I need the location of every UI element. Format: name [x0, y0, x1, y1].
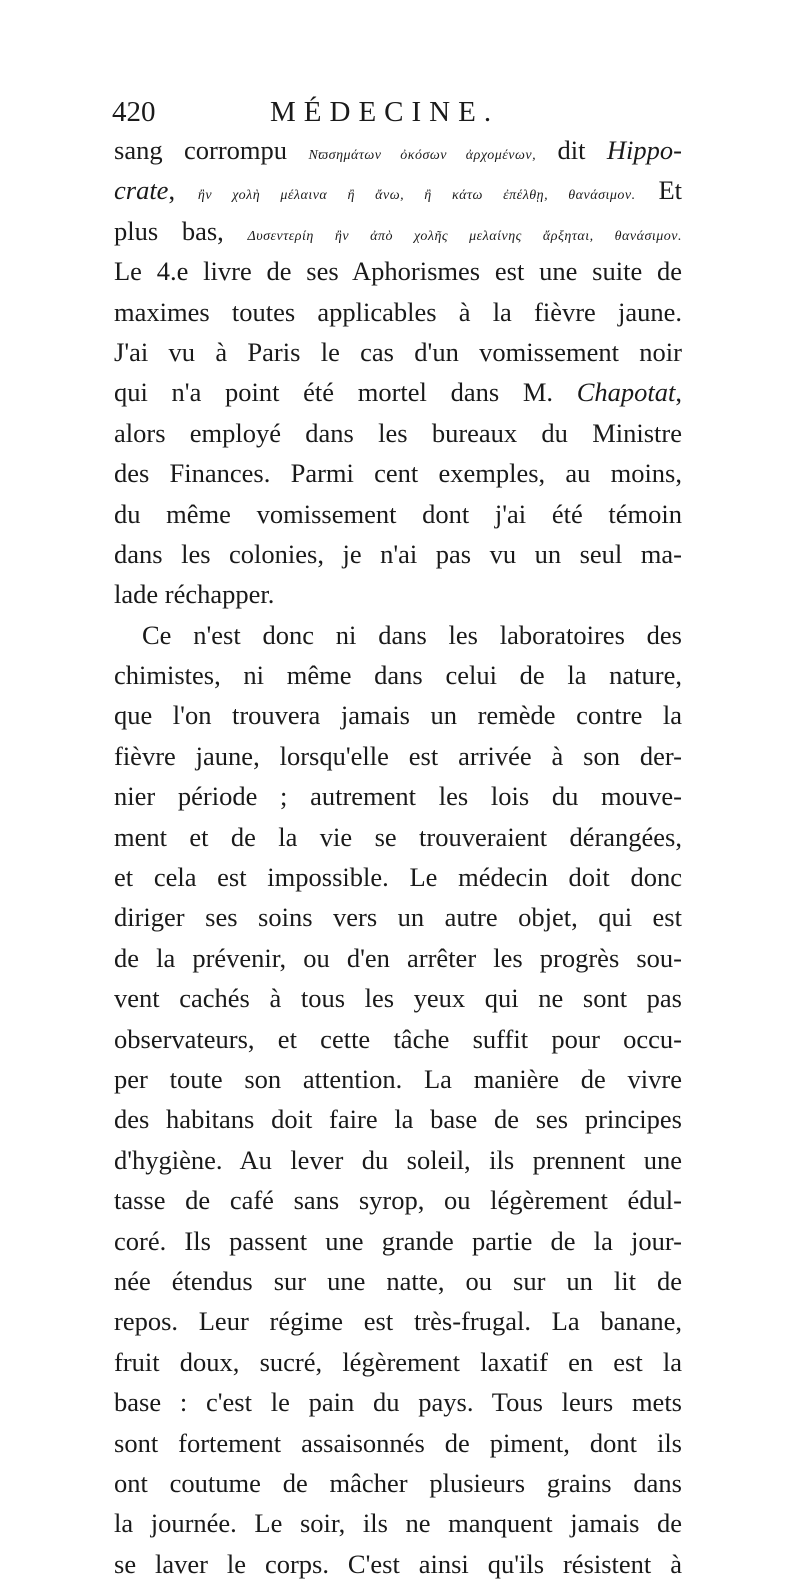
text-segment: du même vomissement dont j'ai été témoin: [114, 498, 682, 529]
text-line: [114, 413, 682, 453]
text-line: [114, 574, 682, 614]
text-segment: observateurs, et cette tâche suffit pour occu-: [114, 1023, 682, 1054]
text-line: [114, 776, 682, 816]
text-segment: lade réchapper.: [114, 579, 275, 610]
text-line: [114, 1382, 682, 1422]
text-segment: diriger ses soins vers un autre objet, qui est: [114, 902, 682, 933]
text-segment: vent cachés à tous les yeux qui ne sont pas: [114, 983, 682, 1014]
text-line: [114, 1544, 682, 1584]
text-segment: nier période ; autrement les lois du mouve-: [114, 781, 682, 812]
text-segment: chimistes, ni même dans celui de la nature,: [114, 660, 682, 691]
text-segment: dit: [536, 135, 607, 165]
text-segment: J'ai vu à Paris le cas d'un vomissement noir: [114, 336, 682, 367]
text-segment: Le 4.e livre de ses Aphorismes est une suite de: [114, 256, 682, 287]
text-segment: née étendus sur une natte, ou sur un lit de: [114, 1265, 682, 1296]
text-line: [114, 170, 682, 210]
text-segment: base : c'est le pain du pays. Tous leurs mets: [114, 1387, 682, 1418]
text-line: [114, 534, 682, 574]
page-number: 420: [112, 96, 156, 128]
text-line: [114, 1180, 682, 1220]
text-segment: plus bas,: [114, 215, 248, 246]
text-line: [114, 1503, 682, 1543]
italic-text: Chapotat: [576, 377, 676, 408]
text-line: [114, 1261, 682, 1301]
text-segment: ment et de la vie se trouveraient dérangées,: [114, 821, 682, 852]
text-line: [114, 1019, 682, 1059]
text-line: [114, 857, 682, 897]
text-line: [114, 695, 682, 735]
text-line: [114, 736, 682, 776]
text-segment: dans les colonies, je n'ai pas vu un seul ma-: [114, 538, 682, 569]
text-segment: sont fortement assaisonnés de piment, dont ils: [114, 1427, 682, 1458]
text-line: [114, 372, 682, 412]
text-segment: Ce n'est donc ni dans les laboratoires des: [142, 619, 682, 650]
text-line: [114, 292, 682, 332]
italic-text: Hippo-: [606, 135, 682, 165]
text-segment: Et: [635, 175, 682, 206]
text-segment: repos. Leur régime est très-frugal. La banane,: [114, 1306, 682, 1337]
running-title: MÉDECINE.: [270, 96, 500, 128]
text-segment: sang corrompu: [114, 135, 309, 165]
text-line: [114, 1463, 682, 1503]
text-line: [114, 817, 682, 857]
text-line: [114, 1301, 682, 1341]
text-line: [114, 1423, 682, 1463]
text-line: [114, 494, 682, 534]
greek-quotation: Δυσεντερίη ἢν ἀπὸ χολῆς μελαίνης ἄρξηται, θανάσιμον.: [247, 228, 683, 244]
text-segment: que l'on trouvera jamais un remède contre la: [114, 700, 682, 731]
text-segment: qui n'a point été mortel dans M.: [114, 377, 577, 408]
text-segment: des habitans doit faire la base de ses principes: [114, 1104, 682, 1135]
text-segment: des Finances. Parmi cent exemples, au moins,: [114, 458, 682, 489]
text-segment: de la prévenir, ou d'en arrêter les progrès sou-: [114, 942, 682, 973]
text-segment: et cela est impossible. Le médecin doit donc: [114, 862, 682, 893]
text-line: [114, 1140, 682, 1180]
text-segment: maximes toutes applicables à la fièvre jaune.: [114, 296, 682, 327]
text-segment: ,: [168, 175, 198, 206]
text-line: [114, 1342, 682, 1382]
text-line: [114, 655, 682, 695]
text-line: [114, 897, 682, 937]
text-line: [114, 1221, 682, 1261]
greek-quotation: ἢν χολὴ μέλαινα ἢ ἄνω, ἢ κάτω ἐπέλθῃ, θανάσιμον.: [197, 188, 636, 204]
text-segment: d'hygiène. Au lever du soleil, ils prennent une: [114, 1144, 682, 1175]
text-line: [114, 211, 682, 251]
text-line: [114, 251, 682, 291]
text-segment: per toute son attention. La manière de vivre: [114, 1063, 682, 1094]
text-segment: ont coutume de mâcher plusieurs grains dans: [114, 1467, 682, 1498]
text-segment: ,: [675, 377, 682, 408]
text-segment: coré. Ils passent une grande partie de la jour-: [114, 1225, 682, 1256]
italic-text: crate: [114, 175, 169, 206]
text-line: [114, 130, 682, 170]
text-segment: fièvre jaune, lorsqu'elle est arrivée à son der-: [114, 740, 682, 771]
text-segment: tasse de café sans syrop, ou légèrement édul-: [114, 1185, 682, 1216]
text-line: [114, 615, 682, 655]
text-line: [114, 453, 682, 493]
text-line: [114, 978, 682, 1018]
text-line: [114, 1099, 682, 1139]
text-segment: fruit doux, sucré, légèrement laxatif en est la: [114, 1346, 682, 1377]
text-segment: alors employé dans les bureaux du Ministre: [114, 417, 682, 448]
body-text: [114, 130, 682, 1584]
text-segment: la journée. Le soir, ils ne manquent jamais de: [114, 1508, 682, 1539]
greek-quotation: Νϖσημάτων ὀκόσων ἀρχομένων,: [308, 148, 537, 163]
text-line: [114, 332, 682, 372]
text-line: [114, 938, 682, 978]
text-segment: se laver le corps. C'est ainsi qu'ils résistent à: [114, 1548, 682, 1579]
text-line: [114, 1059, 682, 1099]
